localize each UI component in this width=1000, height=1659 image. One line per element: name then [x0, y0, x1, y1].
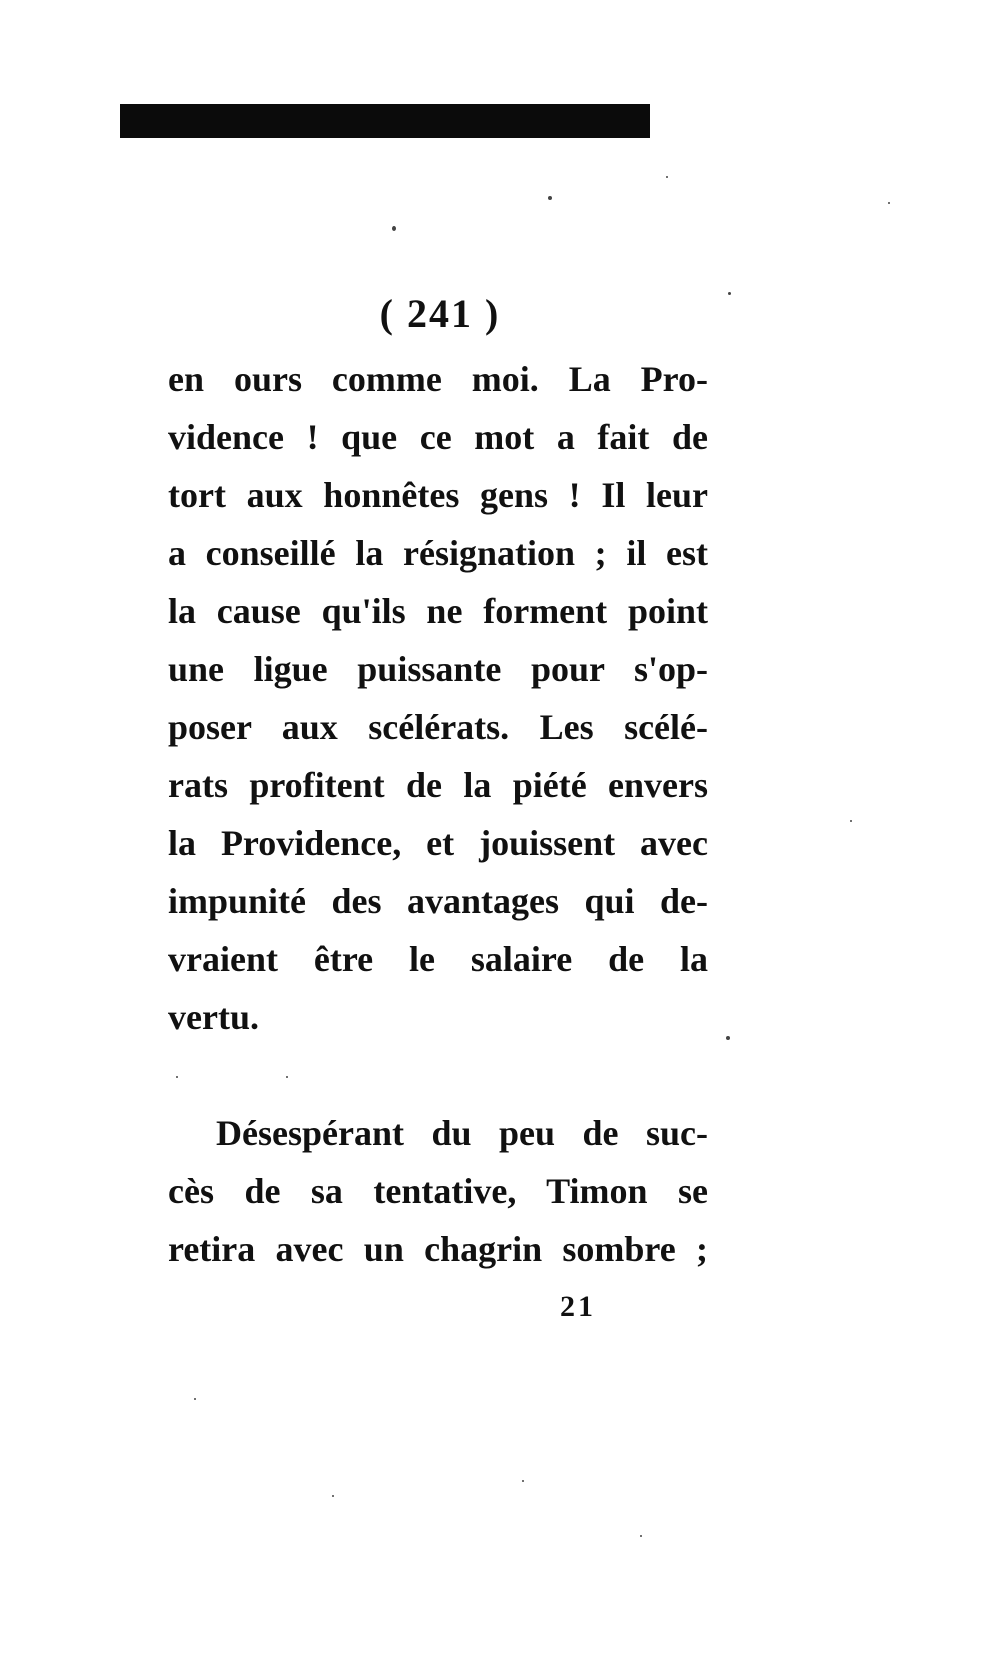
text-line: poser aux scélérats. Les scélé- — [168, 707, 708, 747]
text-line: impunité des avantages qui de- — [168, 881, 708, 921]
scan-speck — [176, 1076, 178, 1078]
scan-speck — [728, 292, 731, 295]
text-line: en ours comme moi. La Pro- — [168, 359, 708, 399]
text-line: la cause qu'ils ne forment point — [168, 591, 708, 631]
scan-speck — [522, 1480, 524, 1482]
text-line: cès de sa tentative, Timon se — [168, 1171, 708, 1211]
text-line: a conseillé la résignation ; il est — [168, 533, 708, 573]
text-line: retira avec un chagrin sombre ; — [168, 1229, 708, 1269]
text-line: rats profitent de la piété envers — [168, 765, 708, 805]
text-line: vertu. — [168, 997, 259, 1037]
scan-speck — [332, 1495, 334, 1497]
text-line: la Providence, et jouissent avec — [168, 823, 708, 863]
scan-speck — [850, 820, 852, 822]
scan-speck — [726, 1036, 730, 1040]
scan-speck — [888, 202, 890, 204]
paragraph-1 — [168, 350, 708, 1046]
scan-speck — [194, 1398, 196, 1400]
scan-speck — [286, 1076, 288, 1078]
text-line: tort aux honnêtes gens ! Il leur — [168, 475, 708, 515]
scan-speck — [548, 196, 552, 200]
text-line: Désespérant du peu de suc- — [216, 1113, 708, 1153]
scan-speck — [392, 226, 396, 231]
scan-speck — [640, 1535, 642, 1537]
text-line: vidence ! que ce mot a fait de — [168, 417, 708, 457]
paragraph-2 — [168, 1104, 708, 1278]
scan-speck — [666, 176, 668, 178]
signature-mark: 21 — [560, 1290, 596, 1323]
text-line: une ligue puissante pour s'op- — [168, 649, 708, 689]
text-line: vraient être le salaire de la — [168, 939, 708, 979]
top-black-bar — [120, 104, 650, 138]
page-number: ( 241 ) — [379, 291, 501, 336]
